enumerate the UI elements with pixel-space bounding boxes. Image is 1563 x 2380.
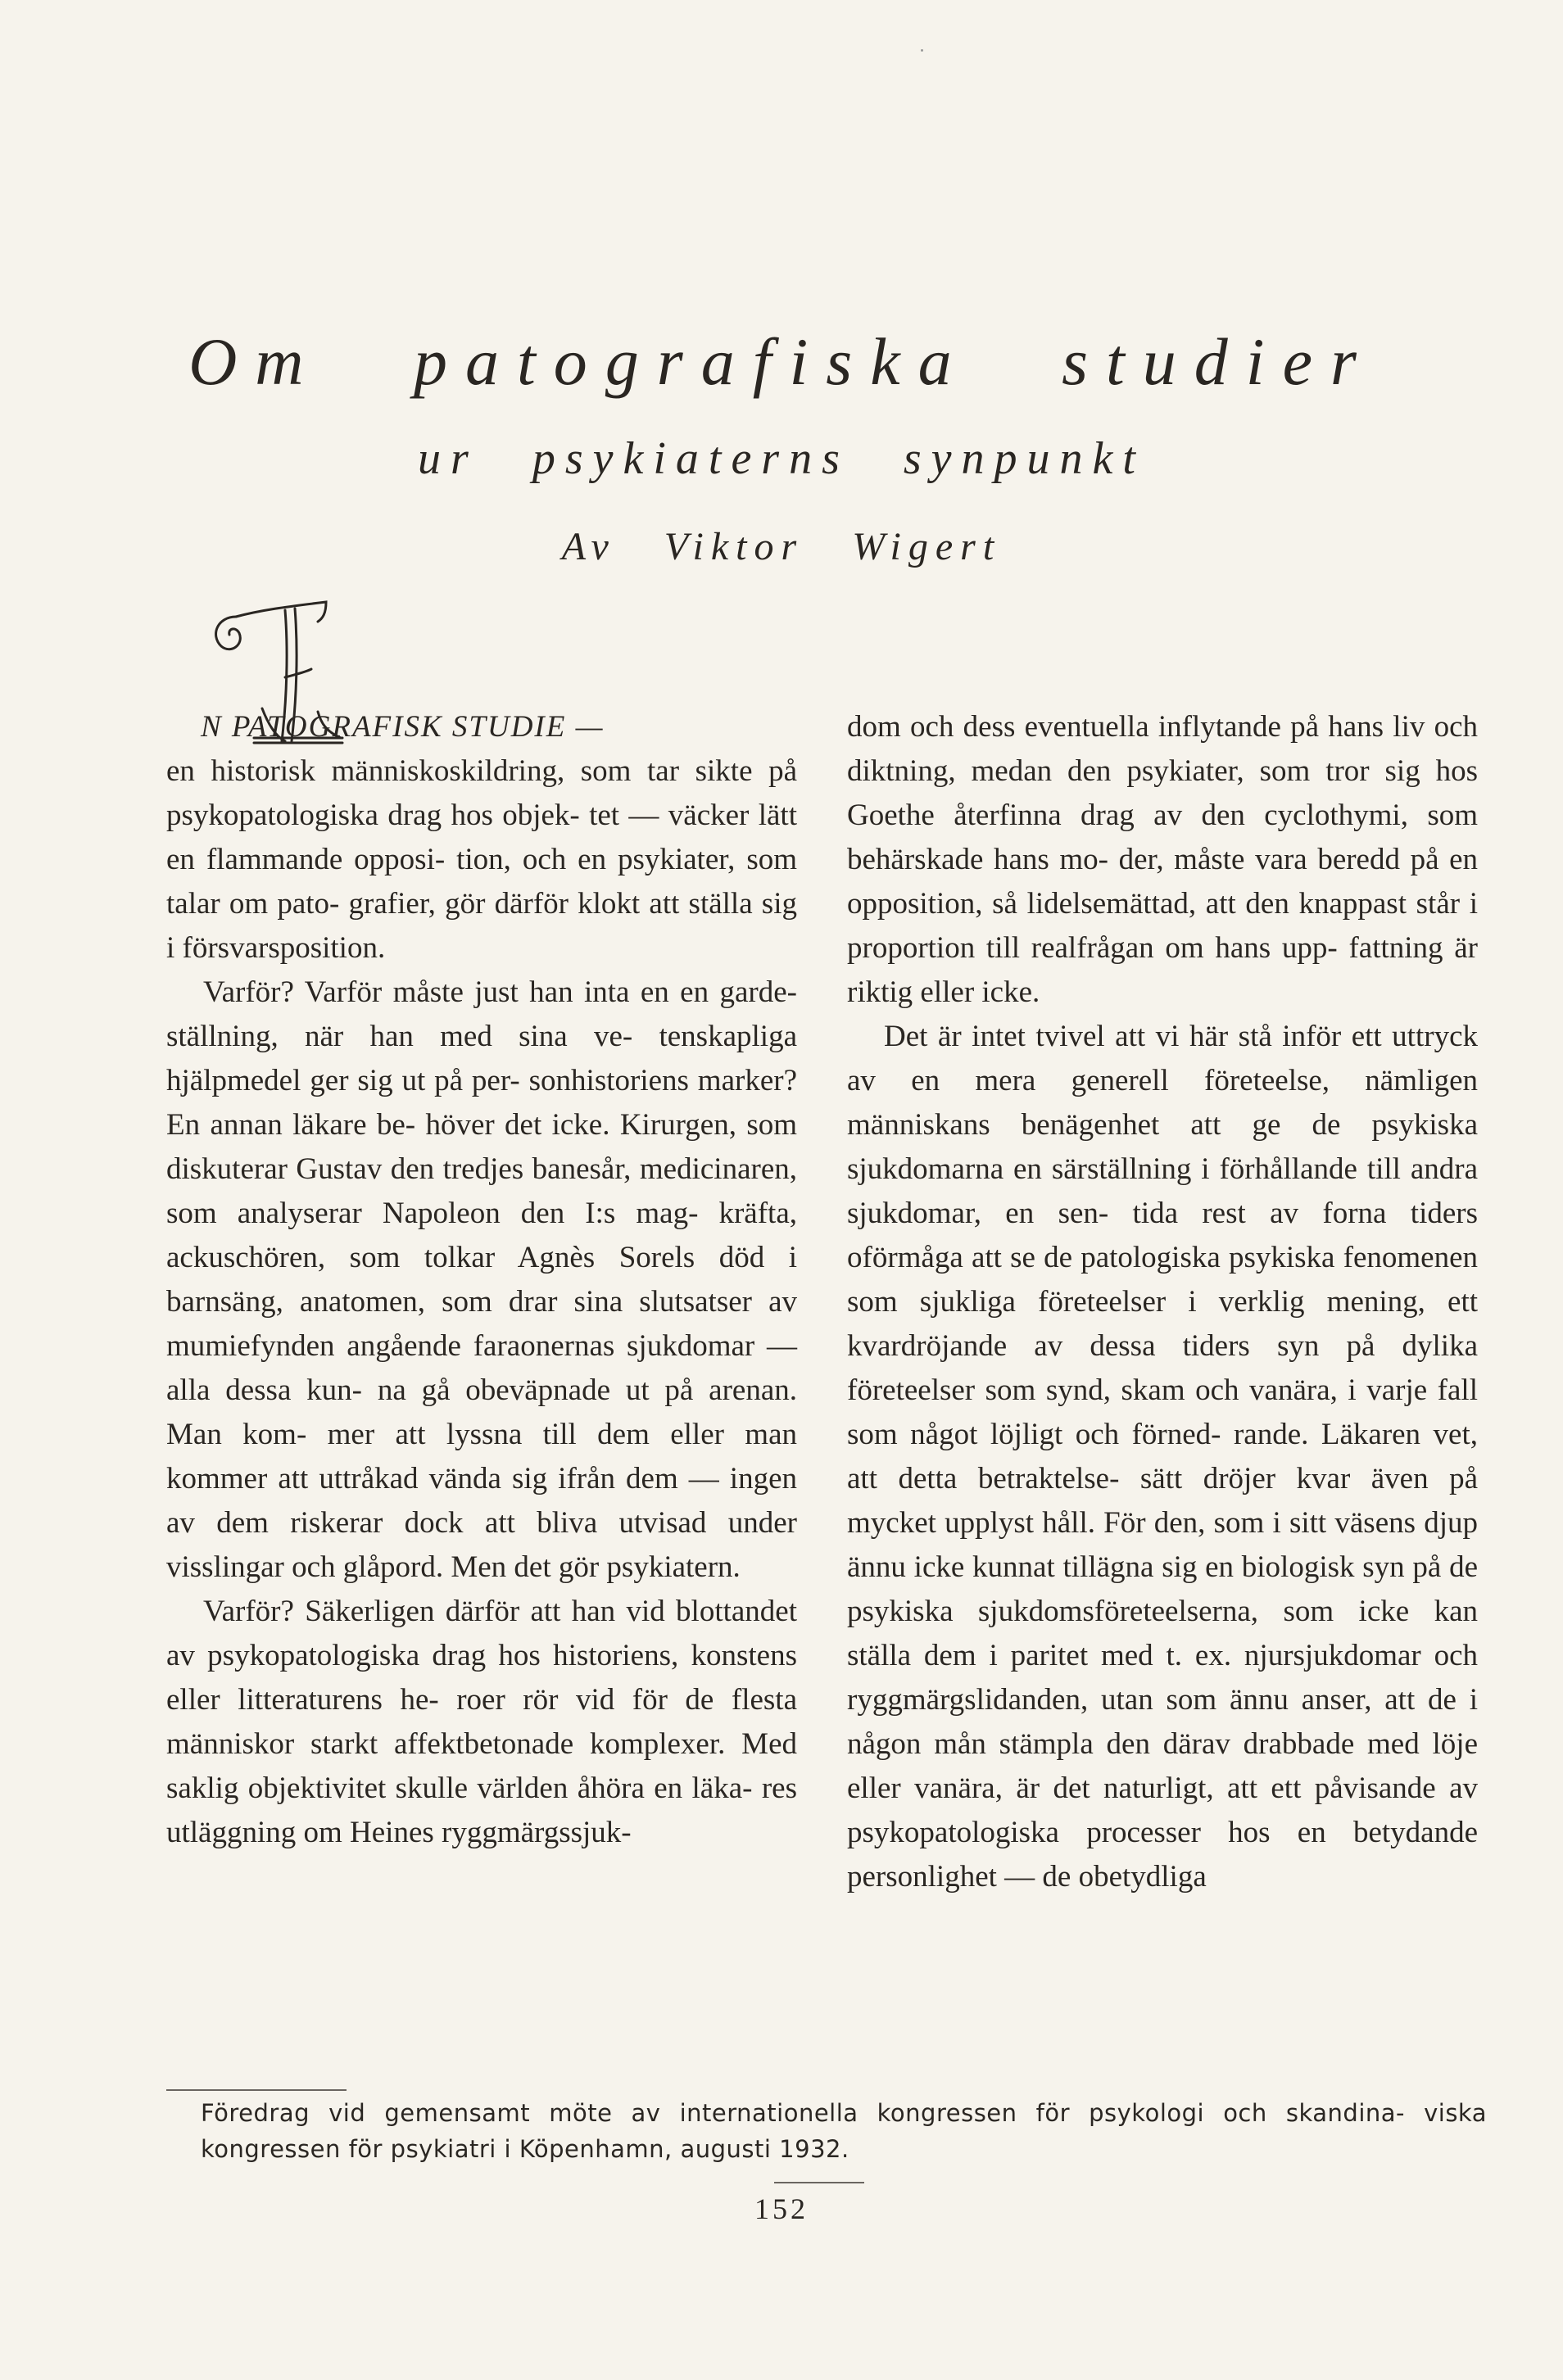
- footnote: Föredrag vid gemensamt möte av internationella kongressen för psykologi och skandina- viska kongressen för psykiatri i Köpenhamn, augusti 1932.: [201, 2099, 1487, 2163]
- opening-small-caps: N PATOGRAFISK STUDIE —: [201, 710, 605, 744]
- page-number-rule: [774, 2182, 864, 2183]
- paragraph-2: Varför? Varför måste just han inta en en garde-ställning, när han med sina ve- tenskapliga hjälpmedel ger sig ut på per- sonhistoriens marker? En annan läkare be- höver det icke. Kirurgen, som diskuterar Gustav den tredjes banesår, medicinaren, som analyserar Napoleon den I:s mag- kräfta, ackuschören, som tolkar Agnès Sorels död i barnsäng, anatomen, som drar sina slutsatser av mumiefynden angående faraonernas sjukdomar — alla dessa kun- na gå obeväpnade ut på arenan. Man kom- mer att lyssna till dem eller man kommer att uttråkad vända sig ifrån dem — ingen av dem riskerar dock att bliva utvisad under visslingar och glåpord. Men det gör psykiatern.: [166, 975, 797, 1584]
- paragraph-4: Det är intet tvivel att vi här stå inför ett uttryck av en mera generell företeelse, nämligen människans benägenhet att ge de psykiska sjukdomarna en särställning i förhållande till andra sjukdomar, en sen- tida rest av forna tiders oförmåga att se de patologiska psykiska fenomenen som sjukliga företeelser i verklig mening, ett kvardröjande av dessa tiders syn på dylika företeelser som synd, skam och vanära, i varje fall som något löjligt och förned- rande. Läkaren vet, att detta betraktelse- sätt dröjer kvar även på mycket upplyst håll. För den, som i sitt väsens djup ännu icke kunnat tillägna sig en biologisk syn på de psykiska sjukdomsföreteelserna, som icke kan ställa dem i paritet med t. ex. njursjukdomar och ryggmärgslidanden, utan som ännu anser, att de i någon mån stämpla den därav drabbade med löje eller vanära, är det naturligt, att ett påvisande av psykopatologiska processer hos en betydande personlighet — de obetydliga: [847, 1020, 1478, 1894]
- paragraph-1: [166, 705, 797, 971]
- page-number: 152: [754, 2192, 809, 2225]
- paragraph-3: Varför? Säkerligen därför att han vid blottandet av psykopatologiska drag hos historiens, konstens eller litteraturens he- roer rör vid för de flesta människor starkt affektbetonade komplexer. Med saklig objektivitet skulle världen åhöra en läka- res utläggning om Heines ryggmärgssjuk-: [166, 1595, 797, 1849]
- paragraph-3-continued: dom och dess eventuella inflytande på hans liv och diktning, medan den psykiater, som tror sig hos Goethe återfinna drag av den cyclothymi, som behärskade hans mo- der, måste vara beredd på en opposition, så lidelsemättad, att den knappast står i proportion till realfrågan om hans upp- fattning är riktig eller icke.: [847, 710, 1478, 1009]
- article-title: Om patografiska studier: [188, 324, 1375, 399]
- right-column: [847, 705, 1478, 1899]
- footnote-rule: [166, 2089, 347, 2091]
- paragraph-1-text: en historisk människoskildring, som tar sikte på psykopatologiska drag hos objek- tet — väcker lätt en flammande opposi- tion, och en psykiater, som talar om pato- grafier, gör därför klokt att ställa sig i försvarsposition.: [166, 754, 797, 965]
- article-byline: Av Viktor Wigert: [561, 525, 1002, 568]
- paper-speck: [921, 49, 923, 52]
- article-subtitle: ur psykiaterns synpunkt: [418, 433, 1145, 484]
- left-column: [166, 705, 797, 1855]
